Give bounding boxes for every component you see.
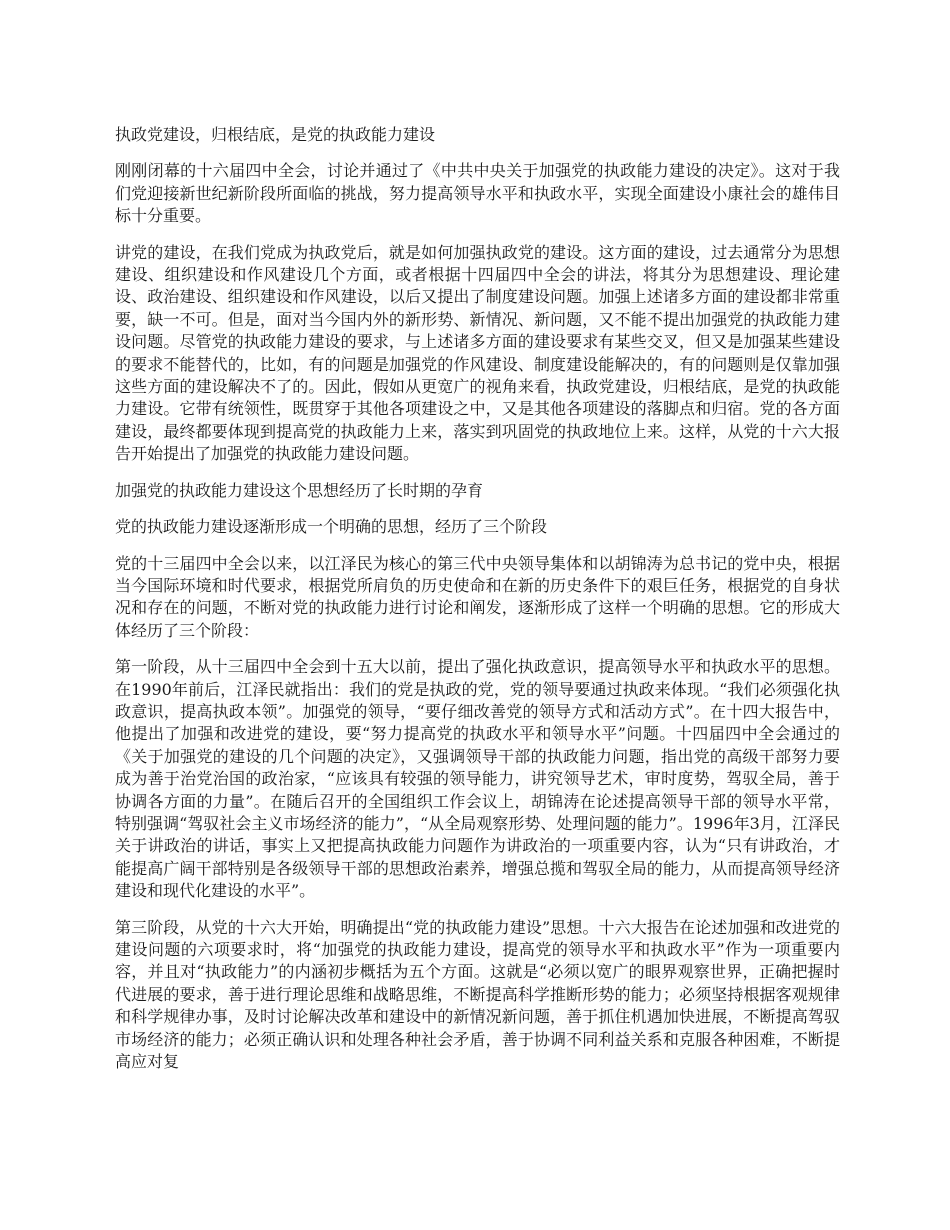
document-page <box>115 124 840 1087</box>
paragraph-background: 党的十三届四中全会以来，以江泽民为核心的第三代中央领导集体和以胡锦涛为总书记的党中央，根据当今国际环境和时代要求，根据党所肩负的历史使命和在新的历史条件下的艰巨任务，根据党的自身状况和存在的问题，不断对党的执政能力进行讨论和阐发，逐渐形成了这样一个明确的思想。它的形成大体经历了三个阶段： <box>115 553 840 640</box>
paragraph-stage-three: 第三阶段，从党的十六大开始，明确提出“党的执政能力建设”思想。十六大报告在论述加强和改进党的建设问题的六项要求时，将“加强党的执政能力建设，提高党的领导水平和执政水平”作为一项重要内容，并且对“执政能力”的内涵初步概括为五个方面。这就是“必须以宽广的眼界观察世界，正确把握时代进展的要求，善于进行理论思维和战略思维，不断提高科学推断形势的能力；必须坚持根据客观规律和科学规律办事，及时讨论解决改革和建设中的新情况新问题，善于抓住机遇加快进展，不断提高驾驭市场经济的能力；必须正确认识和处理各种社会矛盾，善于协调不同利益关系和克服各种困难，不断提高应对复 <box>115 917 840 1072</box>
paragraph-party-building: 讲党的建设，在我们党成为执政党后，就是如何加强执政党的建设。这方面的建设，过去通常分为思想建设、组织建设和作风建设几个方面，或者根据十四届四中全会的讲法，将其分为思想建设、理论建设、政治建设、组织建设和作风建设，以后又提出了制度建设问题。加强上述诸多方面的建设都非常重要，缺一不可。但是，面对当今国内外的新形势、新情况、新问题，又不能不提出加强党的执政能力建设问题。尽管党的执政能力建设的要求，与上述诸多方面的建设要求有某些交叉，但又是加强某些建设的要求不能替代的，比如，有的问题是加强党的作风建设、制度建设能解决的，有的问题则是仅靠加强这些方面的建设解决不了的。因此，假如从更宽广的视角来看，执政党建设，归根结底，是党的执政能力建设。它带有统领性，既贯穿于其他各项建设之中，又是其他各项建设的落脚点和归宿。党的各方面建设，最终都要体现到提高党的执政能力上来，落实到巩固党的执政地位上来。这样，从党的十六大报告开始提出了加强党的执政能力建设问题。 <box>115 242 840 464</box>
paragraph-stage-one: 第一阶段，从十三届四中全会到十五大以前，提出了强化执政意识，提高领导水平和执政水平的思想。在1990年前后，江泽民就指出：我们的党是执政的党，党的领导要通过执政来体现。“我们必须强化执政意识，提高执政本领”。加强党的领导，“要仔细改善党的领导方式和活动方式”。在十四大报告中，他提出了加强和改进党的建设，要“努力提高党的执政水平和领导水平”问题。十四届四中全会通过的《关于加强党的建设的几个问题的决定》，又强调领导干部的执政能力问题，指出党的高级干部努力要成为善于治党治国的政治家，“应该具有较强的领导能力，讲究领导艺术，审时度势，驾驭全局，善于协调各方面的力量”。在随后召开的全国组织工作会议上，胡锦涛在论述提高领导干部的领导水平常，特别强调“驾驭社会主义市场经济的能力”，“从全局观察形势、处理问题的能力”。1996年3月，江泽民关于讲政治的讲话，事实上又把提高执政能力问题作为讲政治的一项重要内容，认为“只有讲政治，才能提高广阔干部特别是各级领导干部的思想政治素养，增强总揽和驾驭全局的能力，从而提高领导经济建设和现代化建设的水平”。 <box>115 657 840 901</box>
section-title-main: 执政党建设，归根结底，是党的执政能力建设 <box>115 125 436 144</box>
section-title-gestation: 加强党的执政能力建设这个思想经历了长时期的孕育 <box>115 480 484 500</box>
paragraph-intro: 刚刚闭幕的十六届四中全会，讨论并通过了《中共中央关于加强党的执政能力建设的决定》。这对于我们党迎接新世纪新阶段所面临的挑战，努力提高领导水平和执政水平，实现全面建设小康社会的雄伟目标十分重要。 <box>115 161 840 226</box>
section-title-three-stages: 党的执政能力建设逐渐形成一个明确的思想，经历了三个阶段 <box>115 517 548 537</box>
